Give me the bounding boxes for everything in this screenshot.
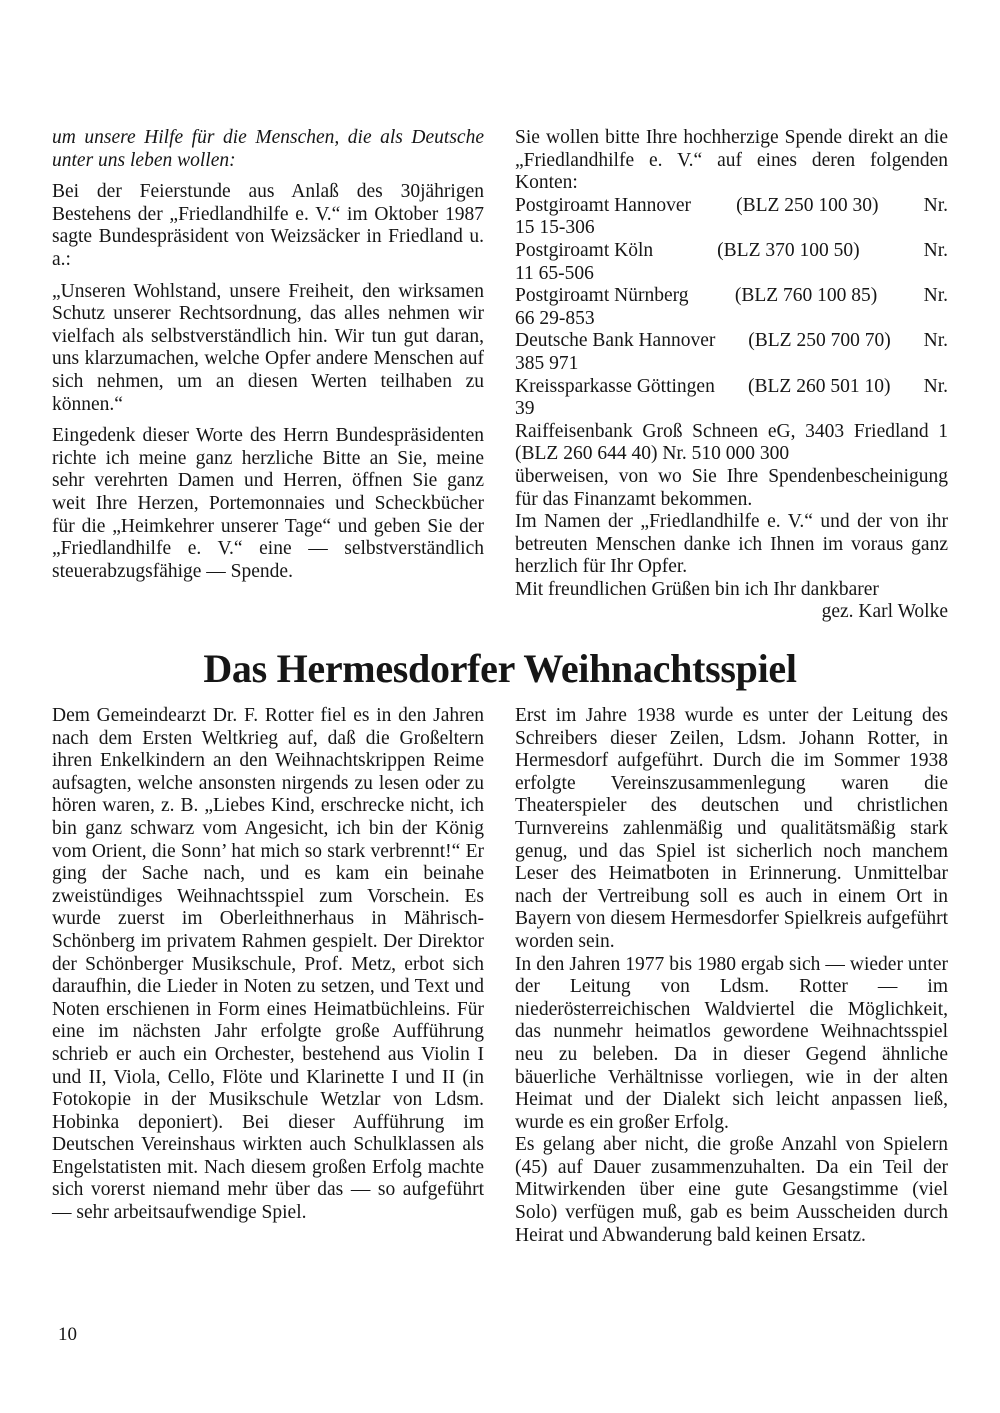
account-bank: Postgiroamt Nürnberg bbox=[515, 285, 689, 307]
account-nr-label: Nr. bbox=[923, 194, 948, 216]
account-nr-label: Nr. bbox=[923, 375, 948, 397]
feierstunde-paragraph: Bei der Feierstunde aus Anlaß des 30jährigen Bestehens der „Friedlandhilfe e. V.“ im Oktober 1987 sagte Bundespräsident von Weizsäcker in Friedland u. a.: bbox=[52, 181, 484, 270]
account-number: 39 bbox=[515, 398, 535, 420]
article-paragraph: Dem Gemeindearzt Dr. F. Rotter fiel es in den Jahren nach dem Ersten Weltkrieg auf, daß die Großeltern ihren Enkelkindern an den Weihnachtskrippen Reime aufsagten, welche ansonsten nirgends zu lesen oder zu hören waren, z. B. „Liebes Kind, erschrecke nicht, ich bin ganz schwarz vom Angesicht, ich bin der König vom Orient, die Sonn’ hat mich so stark verbrennt!“ Er ging der Sache nach, und es kam ein beinahe zweistündiges Weihnachtsspiel zum Vorschein. Es wurde zuerst im Oberleithnerhaus in Mährisch-Schönberg im privatem Rahmen gespielt. Der Direktor der Schönberger Musikschule, Prof. Metz, erbot sich daraufhin, die Lieder in Noten zu setzen, und Text und Noten erschienen in Form eines Heimatbüchleins. Für eine im nächsten Jahr erfolgte große Aufführung schrieb er auch ein Orchester, bestehend aus Violin I und II, Viola, Cello, Flöte und Klarinette I und II (in Fotokopie in der Musikschule Wetzlar von Ldsm. Hobinka deponiert). Bei dieser Aufführung im Deutschen Vereinshaus wirkten auch Schulklassen als Engelstatisten mit. Nach diesem großen Erfolg machte sich vorerst niemand mehr über das — so aufgeführt — sehr arbeitsaufwendige Spiel. bbox=[52, 705, 484, 1224]
account-bank: Deutsche Bank Hannover bbox=[515, 330, 716, 352]
article-column-left bbox=[52, 705, 484, 1225]
account-number: 11 65-506 bbox=[515, 262, 594, 284]
account-bank: Kreissparkasse Göttingen bbox=[515, 375, 715, 397]
appeal-column-left bbox=[52, 127, 484, 583]
page-number: 10 bbox=[58, 1324, 77, 1345]
account-bank: Postgiroamt Hannover bbox=[515, 194, 692, 216]
account-blz: (BLZ 260 501 10) bbox=[748, 375, 891, 397]
account-list bbox=[515, 195, 948, 421]
donation-intro: Sie wollen bitte Ihre hochherzige Spende direkt an die „Friedlandhilfe e. V.“ auf eines deren folgenden Konten: bbox=[515, 127, 948, 194]
account-item bbox=[515, 240, 948, 285]
account-blz: (BLZ 760 100 85) bbox=[734, 285, 878, 307]
account-item bbox=[515, 195, 948, 240]
appeal-column-right bbox=[515, 127, 948, 624]
account-blz: (BLZ 370 100 50) bbox=[717, 239, 860, 261]
account-item bbox=[515, 376, 948, 421]
raiffeisen-account: Raiffeisenbank Groß Schneen eG, 3403 Friedland 1 (BLZ 260 644 40) Nr. 510 000 300 bbox=[515, 420, 948, 465]
article-headline: Das Hermesdorfer Weihnachtsspiel bbox=[203, 646, 797, 691]
account-number: 15 15-306 bbox=[515, 217, 595, 239]
account-item bbox=[515, 285, 948, 330]
intro-italic: um unsere Hilfe für die Menschen, die als Deutsche unter uns leben wollen: bbox=[52, 127, 484, 171]
article-paragraph: In den Jahren 1977 bis 1980 ergab sich — wieder unter der Leitung von Ldsm. Rotter — im niederösterreichischen Waldviertel die Möglichkeit, das nunmehr heimatlos gewordene Weihnachtsspiel neu zu beleben. Da in dieser Gegend ähnliche bäuerliche Verhältnisse vorliegen, wie in der alten Heimat und der Dialekt sich leicht anpassen ließ, wurde es ein großer Erfolg. bbox=[515, 953, 948, 1133]
appeal-paragraph: Eingedenk dieser Worte des Herrn Bundespräsidenten richte ich meine ganz herzliche Bitte an Sie, meine sehr verehrten Damen und Herren, öffnen Sie ganz weit Ihre Herzen, Portemonnaies und Scheckbücher für die „Heimkehrer unserer Tage“ und geben Sie der „Friedlandhilfe e. V.“ eine — selbstverständlich steuerabzugsfähige — Spende. bbox=[52, 425, 484, 582]
account-number: 66 29-853 bbox=[515, 307, 595, 329]
account-blz: (BLZ 250 700 70) bbox=[748, 330, 891, 352]
account-item bbox=[515, 330, 948, 375]
receipt-note: überweisen, von wo Sie Ihre Spendenbescheinigung für das Finanzamt bekommen. bbox=[515, 465, 948, 510]
account-nr-label: Nr. bbox=[923, 239, 948, 261]
signature: gez. Karl Wolke bbox=[821, 601, 948, 623]
article-column-right bbox=[515, 705, 948, 1247]
article-paragraph: Es gelang aber nicht, die große Anzahl von Spielern (45) auf Dauer zusammenzuhalten. Da ein Teil der Mitwirkenden über eine gute Gesangstimme (viel Solo) verfügen muß, gab es beim Ausscheiden durch Heirat und Abwanderung bald keinen Ersatz. bbox=[515, 1134, 948, 1246]
thanks-paragraph: Im Namen der „Friedlandhilfe e. V.“ und der von ihr betreuten Menschen danke ich Ihnen im voraus ganz herzlich für Ihr Opfer. bbox=[515, 511, 948, 578]
account-number: 385 971 bbox=[515, 352, 579, 374]
account-nr-label: Nr. bbox=[923, 285, 948, 307]
greeting: Mit freundlichen Grüßen bin ich Ihr dankbarer bbox=[515, 578, 879, 600]
account-blz: (BLZ 250 100 30) bbox=[736, 194, 879, 216]
account-bank: Postgiroamt Köln bbox=[515, 239, 654, 261]
article-paragraph: Erst im Jahre 1938 wurde es unter der Leitung des Schreibers dieser Zeilen, Ldsm. Johann Rotter, in Hermesdorf aufgeführt. Durch die im Sommer 1938 erfolgte Vereinszusammenlegung waren die Theaterspieler des deutschen und christlichen Turnvereins zahlenmäßig und qualitätsmäßig stark genug, und das Spiel ist sicherlich noch manchem Leser des Heimatboten in Erinnerung. Unmittelbar nach der Vertreibung soll es auch in einem Ort in Bayern von diesem Hermesdorfer Spielkreis aufgeführt worden sein. bbox=[515, 705, 948, 952]
account-nr-label: Nr. bbox=[923, 330, 948, 352]
president-quote: „Unseren Wohlstand, unsere Freiheit, den wirksamen Schutz unserer Rechtsordnung, das alles nehmen wir vielfach als selbstverständlich hin. Wir tun gut daran, uns klarzumachen, welche Opfer andere Menschen auf sich nehmen, um an diesen Werten teilhaben zu können.“ bbox=[52, 280, 484, 415]
